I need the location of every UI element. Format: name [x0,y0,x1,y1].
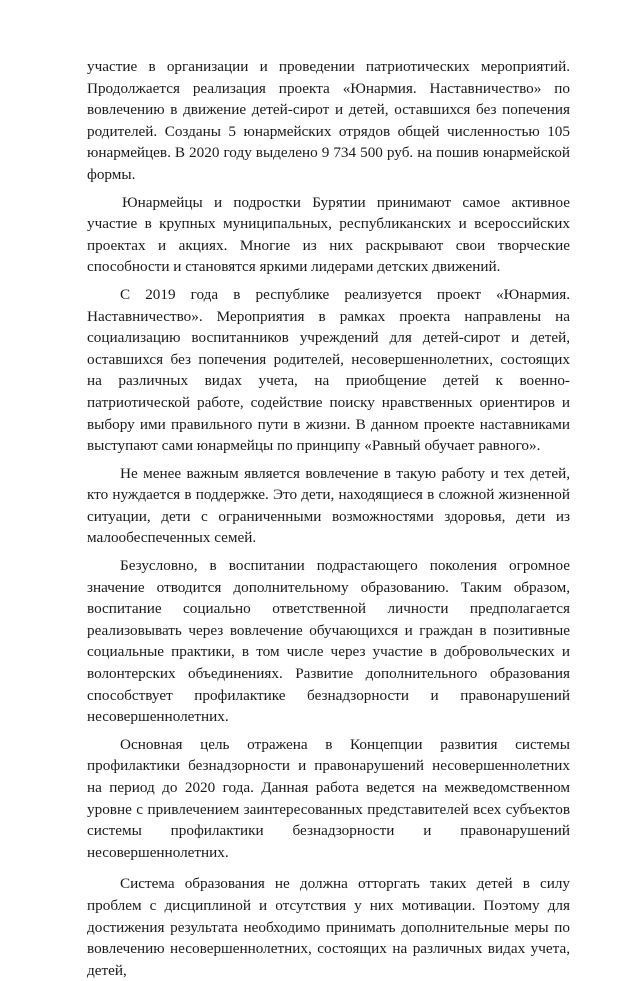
paragraph-7: Система образования не должна отторгать таких детей в силу проблем с дисциплиной и отсутствия у них мотивации. Поэтому для достижения результата необходимо принимать дополнительные меры по вовлечению несовершеннолетних, состоящих на различных видах учета, детей, [87,875,570,979]
paragraph-6: Основная цель отражена в Концепции развития системы профилактики безнадзорности и правонарушений несовершеннолетних на период до 2020 года. Данная работа ведется на межведомственном уровне с привлечением заинтересованных представителей всех субъектов системы профилактики безнадзорности и правонарушений несовершеннолетних. [87,735,570,861]
paragraph-4: Не менее важным является вовлечение в такую работу и тех детей, кто нуждается в поддержке. Это дети, находящиеся в сложной жизненной ситуации, дети с ограниченными возможностями здоровья, дети из малообеспеченных семей. [87,464,570,547]
document-body [87,56,570,981]
paragraph-5: Безусловно, в воспитании подрастающего поколения огромное значение отводится дополнительному образованию. Таким образом, воспитание социально ответственной личности предполагается реализовывать через вовлечение обучающихся и граждан в позитивные социальные практики, в том числе через участие в добровольческих и волонтерских объединениях. Развитие дополнительного образования способствует профилактике безнадзорности и правонарушений несовершеннолетних. [87,557,570,726]
paragraph-1: участие в организации и проведении патриотических мероприятий. Продолжается реализация проекта «Юнармия. Наставничество» по вовлечению в движение детей-сирот и детей, оставшихся без попечения родителей. Созданы 5 юнармейских отрядов общей численностью 105 юнармейцев. В 2020 году выделено 9 734 500 руб. на пошив юнармейской формы. [87,58,570,183]
paragraph-2: Юнармейцы и подростки Бурятии принимают самое активное участие в крупных муниципальных, республиканских и всероссийских проектах и акциях. Многие из них раскрывают свои творческие способности и становятся яркими лидерами детских движений. [87,193,570,276]
paragraph-3: С 2019 года в республике реализуется проект «Юнармия. Наставничество». Мероприятия в рамках проекта направлены на социализацию воспитанников учреждений для детей-сирот и детей, оставшихся без попечения родителей, несовершеннолетних, состоящих на различных видах учета, на приобщение детей к военно-патриотической работе, содействие поиску нравственных ориентиров и выбору ими правильного пути в жизни. В данном проекте наставниками выступают сами юнармейцы по принципу «Равный обучает равного». [87,285,570,455]
